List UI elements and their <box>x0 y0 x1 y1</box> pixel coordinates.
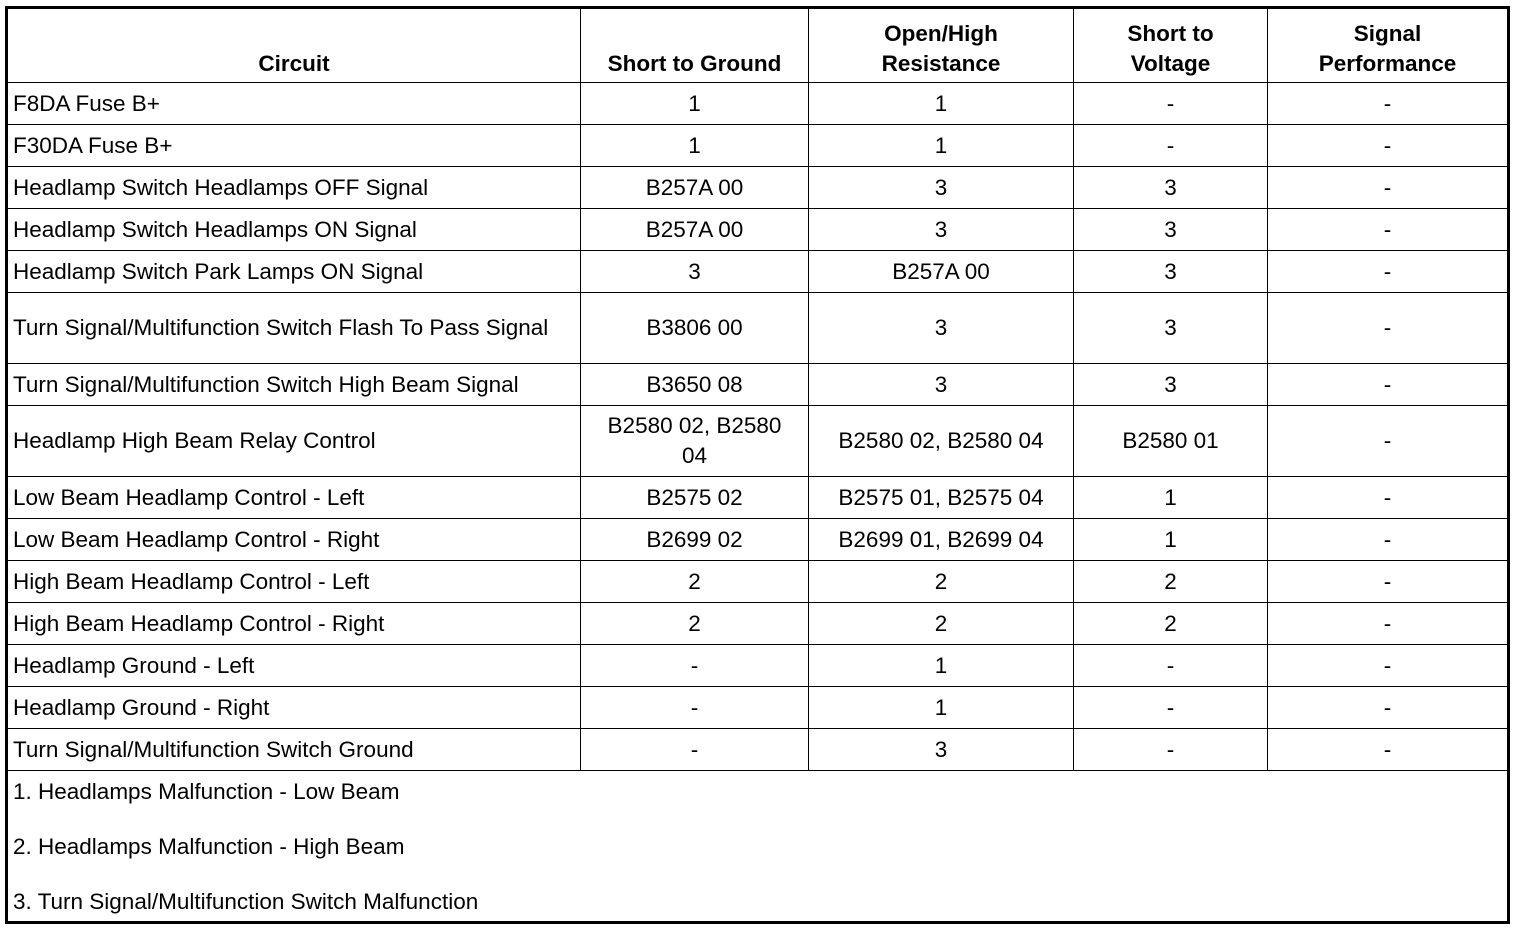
table-row <box>7 603 1509 645</box>
open-high-resistance-cell: B2580 02, B2580 04 <box>809 406 1074 477</box>
short-to-voltage-cell: 3 <box>1074 251 1268 293</box>
short-to-ground-cell: 2 <box>581 603 809 645</box>
short-to-voltage-cell: - <box>1074 83 1268 125</box>
table-row <box>7 687 1509 729</box>
signal-performance-cell: - <box>1268 477 1509 519</box>
circuit-cell: Low Beam Headlamp Control - Left <box>7 477 581 519</box>
short-to-ground-cell: B257A 00 <box>581 209 809 251</box>
circuit-cell: Turn Signal/Multifunction Switch Ground <box>7 729 581 771</box>
signal-performance-cell: - <box>1268 645 1509 687</box>
circuit-cell: High Beam Headlamp Control - Left <box>7 561 581 603</box>
table-row <box>7 406 1509 477</box>
table-row <box>7 251 1509 293</box>
signal-performance-cell: - <box>1268 603 1509 645</box>
short-to-ground-cell: B3806 00 <box>581 293 809 364</box>
short-to-ground-cell: 2 <box>581 561 809 603</box>
table-row <box>7 729 1509 771</box>
footnote-3: 3. Turn Signal/Multifunction Switch Malfunction <box>13 889 479 914</box>
open-high-resistance-cell: 3 <box>809 293 1074 364</box>
short-to-ground-cell: 3 <box>581 251 809 293</box>
circuit-diagnostic-table <box>5 6 1510 924</box>
short-to-voltage-cell: - <box>1074 645 1268 687</box>
table-row <box>7 519 1509 561</box>
table-row <box>7 209 1509 251</box>
signal-performance-cell: - <box>1268 364 1509 406</box>
short-to-ground-cell: - <box>581 729 809 771</box>
circuit-cell: Headlamp High Beam Relay Control <box>7 406 581 477</box>
open-high-resistance-cell: 2 <box>809 603 1074 645</box>
header-short-to-ground: Short to Ground <box>581 8 809 83</box>
short-to-ground-cell: 1 <box>581 125 809 167</box>
circuit-cell: Headlamp Ground - Left <box>7 645 581 687</box>
open-high-resistance-cell: 2 <box>809 561 1074 603</box>
circuit-cell: Turn Signal/Multifunction Switch High Beam Signal <box>7 364 581 406</box>
table-row <box>7 125 1509 167</box>
open-high-resistance-cell: 3 <box>809 364 1074 406</box>
short-to-voltage-cell: 2 <box>1074 603 1268 645</box>
table-row <box>7 364 1509 406</box>
circuit-cell: Headlamp Ground - Right <box>7 687 581 729</box>
signal-performance-cell: - <box>1268 209 1509 251</box>
open-high-resistance-cell: 1 <box>809 83 1074 125</box>
open-high-resistance-cell: 1 <box>809 687 1074 729</box>
circuit-cell: Headlamp Switch Park Lamps ON Signal <box>7 251 581 293</box>
header-row <box>7 8 1509 83</box>
short-to-ground-cell: 1 <box>581 83 809 125</box>
header-open-high-resistance: Open/High Resistance <box>809 8 1074 83</box>
header-short-to-voltage: Short to Voltage <box>1074 8 1268 83</box>
circuit-cell: F30DA Fuse B+ <box>7 125 581 167</box>
circuit-cell: Headlamp Switch Headlamps ON Signal <box>7 209 581 251</box>
signal-performance-cell: - <box>1268 167 1509 209</box>
table-row <box>7 293 1509 364</box>
signal-performance-cell: - <box>1268 406 1509 477</box>
notes-row <box>7 771 1509 923</box>
short-to-ground-cell: B2575 02 <box>581 477 809 519</box>
table-row <box>7 561 1509 603</box>
footnotes <box>7 771 1509 923</box>
signal-performance-cell: - <box>1268 83 1509 125</box>
signal-performance-cell: - <box>1268 293 1509 364</box>
short-to-voltage-cell: 3 <box>1074 209 1268 251</box>
table-row <box>7 645 1509 687</box>
short-to-ground-cell: - <box>581 687 809 729</box>
short-to-voltage-cell: 3 <box>1074 167 1268 209</box>
table-row <box>7 167 1509 209</box>
circuit-cell: Headlamp Switch Headlamps OFF Signal <box>7 167 581 209</box>
signal-performance-cell: - <box>1268 729 1509 771</box>
open-high-resistance-cell: 3 <box>809 209 1074 251</box>
short-to-ground-cell: B2699 02 <box>581 519 809 561</box>
short-to-voltage-cell: - <box>1074 687 1268 729</box>
circuit-cell: Low Beam Headlamp Control - Right <box>7 519 581 561</box>
signal-performance-cell: - <box>1268 251 1509 293</box>
open-high-resistance-cell: B2699 01, B2699 04 <box>809 519 1074 561</box>
header-circuit: Circuit <box>7 8 581 83</box>
open-high-resistance-cell: 1 <box>809 125 1074 167</box>
short-to-ground-cell: B2580 02, B2580 04 <box>581 406 809 477</box>
open-high-resistance-cell: 1 <box>809 645 1074 687</box>
short-to-voltage-cell: 3 <box>1074 293 1268 364</box>
short-to-voltage-cell: 3 <box>1074 364 1268 406</box>
circuit-cell: High Beam Headlamp Control - Right <box>7 603 581 645</box>
table-row <box>7 477 1509 519</box>
open-high-resistance-cell: 3 <box>809 167 1074 209</box>
short-to-voltage-cell: - <box>1074 729 1268 771</box>
signal-performance-cell: - <box>1268 687 1509 729</box>
signal-performance-cell: - <box>1268 125 1509 167</box>
open-high-resistance-cell: 3 <box>809 729 1074 771</box>
short-to-ground-cell: - <box>581 645 809 687</box>
circuit-cell: Turn Signal/Multifunction Switch Flash To Pass Signal <box>7 293 581 364</box>
header-signal-performance: Signal Performance <box>1268 8 1509 83</box>
short-to-voltage-cell: 2 <box>1074 561 1268 603</box>
footnote-2: 2. Headlamps Malfunction - High Beam <box>13 834 405 859</box>
signal-performance-cell: - <box>1268 561 1509 603</box>
short-to-voltage-cell: - <box>1074 125 1268 167</box>
short-to-voltage-cell: 1 <box>1074 477 1268 519</box>
table-row <box>7 83 1509 125</box>
signal-performance-cell: - <box>1268 519 1509 561</box>
footnote-1: 1. Headlamps Malfunction - Low Beam <box>13 779 400 804</box>
short-to-ground-cell: B3650 08 <box>581 364 809 406</box>
circuit-cell: F8DA Fuse B+ <box>7 83 581 125</box>
short-to-ground-cell: B257A 00 <box>581 167 809 209</box>
open-high-resistance-cell: B257A 00 <box>809 251 1074 293</box>
short-to-voltage-cell: B2580 01 <box>1074 406 1268 477</box>
short-to-voltage-cell: 1 <box>1074 519 1268 561</box>
open-high-resistance-cell: B2575 01, B2575 04 <box>809 477 1074 519</box>
